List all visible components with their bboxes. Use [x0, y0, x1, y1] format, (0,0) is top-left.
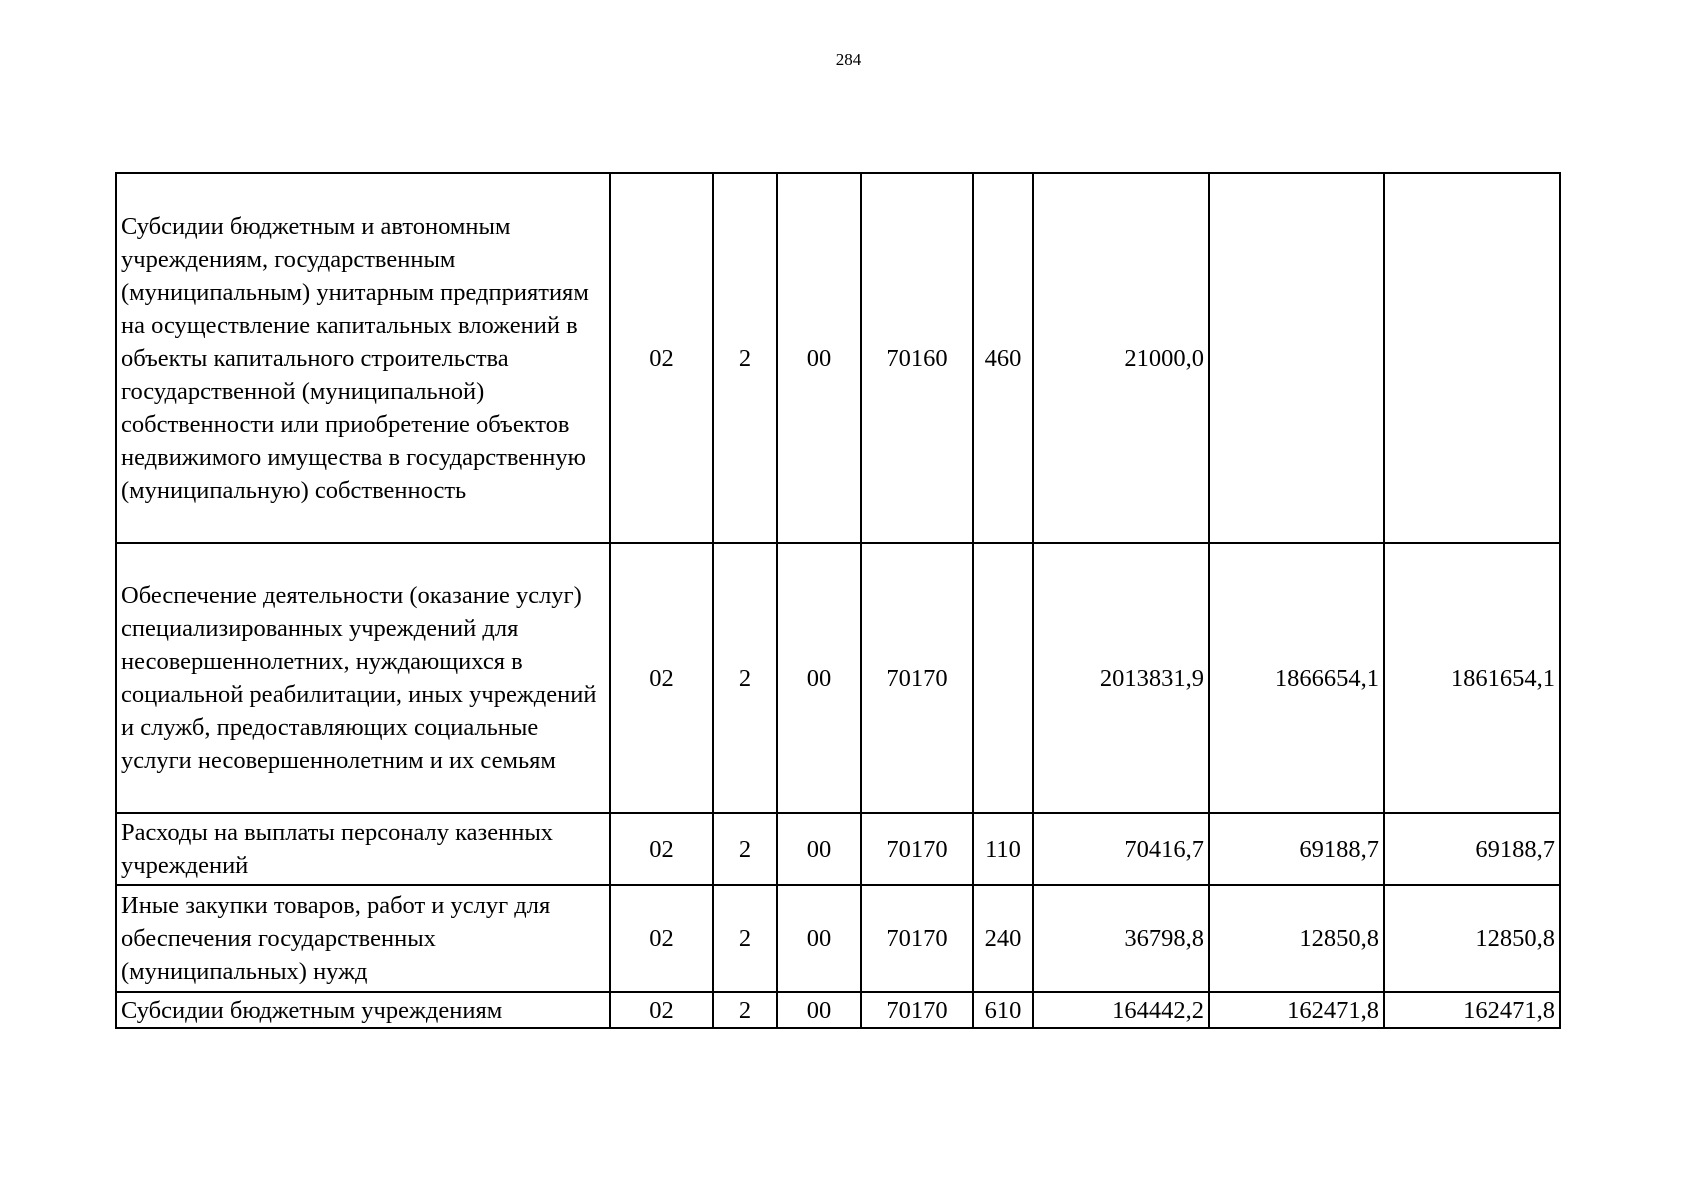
row-description: Субсидии бюджетным и автономным учреждениям, государственным (муниципальным) унитарным предприятиям на осуществление капитальных вложений в объекты капитального строительства государственной (муниципальной) собственности или приобретение объектов недвижимого имущества в государственную (муниципальную) собственность: [116, 173, 610, 543]
row-value-1: 70416,7: [1033, 813, 1209, 885]
row-value-2: 162471,8: [1209, 992, 1384, 1028]
row-code-program: 00: [777, 543, 861, 813]
row-code-program: 00: [777, 885, 861, 992]
table-row: [116, 173, 1560, 543]
row-code-section: 02: [610, 885, 713, 992]
row-description: Субсидии бюджетным учреждениям: [116, 992, 610, 1028]
row-value-3: 12850,8: [1384, 885, 1560, 992]
row-code-expense-type: 460: [973, 173, 1033, 543]
row-value-2: 12850,8: [1209, 885, 1384, 992]
row-code-subsection: 2: [713, 543, 777, 813]
row-value-3: 69188,7: [1384, 813, 1560, 885]
row-value-3: 1861654,1: [1384, 543, 1560, 813]
row-value-1: 2013831,9: [1033, 543, 1209, 813]
row-value-2: 1866654,1: [1209, 543, 1384, 813]
table-row: [116, 543, 1560, 813]
row-code-direction: 70170: [861, 885, 973, 992]
row-code-program: 00: [777, 992, 861, 1028]
row-code-section: 02: [610, 992, 713, 1028]
table-row: [116, 992, 1560, 1028]
row-code-subsection: 2: [713, 813, 777, 885]
row-code-direction: 70170: [861, 543, 973, 813]
row-value-1: 36798,8: [1033, 885, 1209, 992]
row-code-subsection: 2: [713, 885, 777, 992]
row-description: Иные закупки товаров, работ и услуг для обеспечения государственных (муниципальных) нужд: [116, 885, 610, 992]
row-description: Обеспечение деятельности (оказание услуг) специализированных учреждений для несовершеннолетних, нуждающихся в социальной реабилитации, иных учреждений и служб, предоставляющих социальные услуги несовершеннолетним и их семьям: [116, 543, 610, 813]
row-value-3: [1384, 173, 1560, 543]
row-code-expense-type: 610: [973, 992, 1033, 1028]
row-code-section: 02: [610, 173, 713, 543]
row-code-direction: 70160: [861, 173, 973, 543]
table-row: [116, 885, 1560, 992]
row-value-3: 162471,8: [1384, 992, 1560, 1028]
row-code-direction: 70170: [861, 813, 973, 885]
row-value-1: 21000,0: [1033, 173, 1209, 543]
row-code-direction: 70170: [861, 992, 973, 1028]
row-code-program: 00: [777, 813, 861, 885]
budget-table: [115, 172, 1561, 1029]
row-code-expense-type: 110: [973, 813, 1033, 885]
page-number: 284: [835, 50, 862, 69]
row-code-expense-type: [973, 543, 1033, 813]
row-code-section: 02: [610, 813, 713, 885]
row-value-2: 69188,7: [1209, 813, 1384, 885]
row-code-program: 00: [777, 173, 861, 543]
row-code-subsection: 2: [713, 173, 777, 543]
row-value-2: [1209, 173, 1384, 543]
table-row: [116, 813, 1560, 885]
row-description: Расходы на выплаты персоналу казенных учреждений: [116, 813, 610, 885]
row-value-1: 164442,2: [1033, 992, 1209, 1028]
row-code-section: 02: [610, 543, 713, 813]
row-code-expense-type: 240: [973, 885, 1033, 992]
row-code-subsection: 2: [713, 992, 777, 1028]
